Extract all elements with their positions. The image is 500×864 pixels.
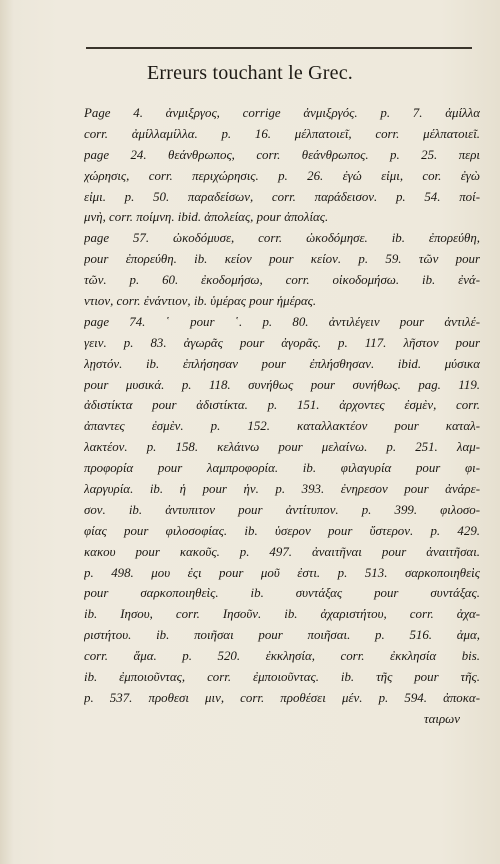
errata-line: λαργυρία. ib. ἡ pour ἡν. p. 393. ἐνηρεσον pour ἀνάρε- [84, 482, 480, 497]
errata-line: φίας pour φιλοσοφίας. ib. ὑσερον pour ὕστερον. p. 429. [84, 523, 480, 538]
errata-line: corr. ἅμα. p. 520. ἐκκλησία, corr. ἐκκλησία bis. [84, 649, 480, 664]
header-rule [86, 47, 472, 49]
page-title: Erreurs touchant le Grec. [146, 62, 353, 84]
errata-line: ib. ἐμποιοῦντας, corr. ἐμποιοῦντας. ib. τῆς pour τῆς. [84, 670, 480, 685]
errata-text-block [84, 103, 480, 730]
errata-line: τῶν. p. 60. ἐκοδομήσω, corr. οἰκοδομήσω. ib. ἐνά- [84, 273, 480, 288]
errata-line: χώρησις, corr. περιχώρησις. p. 26. ἐγώ εἰμι, cor. ἐγὼ [84, 168, 480, 183]
errata-line: ντιον, corr. ἐνάντιον, ib. ὑμέρας pour ἡμέρας. [84, 294, 317, 309]
errata-line: ἀπαντες ἐσμὲν. p. 152. καταλλακτέον pour καταλ- [84, 419, 480, 434]
errata-line: page 74. ῾ pour ῾. p. 80. ἀντιλέγειν pour ἀντιλέ- [84, 314, 480, 329]
errata-line: ριστήτου. ib. ποιῆσαι pour ποιῆσαι. p. 516. ἀμα, [84, 628, 480, 643]
errata-line: ταιρων [424, 711, 460, 726]
errata-line: corr. ἀμίλλαμίλλα. p. 16. μέλπατοιεῖ, corr. μέλπατοιεῖ. [84, 126, 480, 141]
errata-line: εἰμι. p. 50. παραδείσων, corr. παράδεισον. p. 54. ποί- [84, 189, 480, 204]
errata-line: p. 498. μου ἐςι pour μοῦ ἐστι. p. 513. σαρκοποιηθεὶς [84, 565, 480, 580]
errata-line: ἀδιστίκτα pour ἀδιστίκτα. p. 151. ἀρχοντες ἐσμὲν, corr. [84, 398, 480, 413]
errata-line: page 24. θεάνθρωπος, corr. θεάνθρωπος. p. 25. περι [84, 147, 480, 162]
errata-line: μνὴ, corr. ποίμνη. ibid. ἀπολείας, pour ἀπολίας. [84, 210, 329, 225]
errata-line: Page 4. ἀνμιξργος, corrige ἀνμιξργός. p. 7. ἀμίλλα [84, 106, 480, 120]
errata-line: pour ἐπορεύθη. ib. κείον pour κείον. p. 59. τῶν pour [84, 252, 480, 267]
errata-line: ib. Ιησου, corr. Ιησοῦν. ib. ἀχαριστήτου, corr. ἀχα- [84, 607, 480, 622]
errata-line: p. 537. προθεσι μιν, corr. προθέσει μέν. p. 594. ἀποκα- [84, 690, 480, 705]
errata-line: κακου pour κακοῦς. p. 497. ἀναιτῆναι pour ἀναιτῆσαι. [84, 544, 480, 559]
errata-line: προφορία pour λαμπροφορία. ib. φιλαγυρία pour φι- [84, 461, 480, 476]
errata-line: page 57. ὠκοδόμυσε, corr. ὠκοδόμησε. ib. ἐπορεύθη, [84, 231, 480, 246]
errata-line: pour σαρκοποιηθεὶς. ib. συντάξας pour συντάξας. [84, 586, 480, 601]
errata-line: λακτέον. p. 158. κελάινω pour μελαίνω. p. 251. λαμ- [84, 440, 480, 455]
errata-line: σον. ib. ἀντυπιτον pour ἀντίτυπον. p. 399. φιλοσο- [84, 502, 480, 517]
errata-line: γειν. p. 83. ἀγωρᾶς pour ἀγορᾶς. p. 117. λῆστον pour [84, 335, 480, 350]
errata-line: pour μυσικά. p. 118. συνήθως pour συνήθως. pag. 119. [84, 377, 480, 392]
errata-line: λῃστόν. ib. ἐπλήσησαν pour ἐπλήσθησαν. ibid. μύσικα [84, 356, 480, 371]
